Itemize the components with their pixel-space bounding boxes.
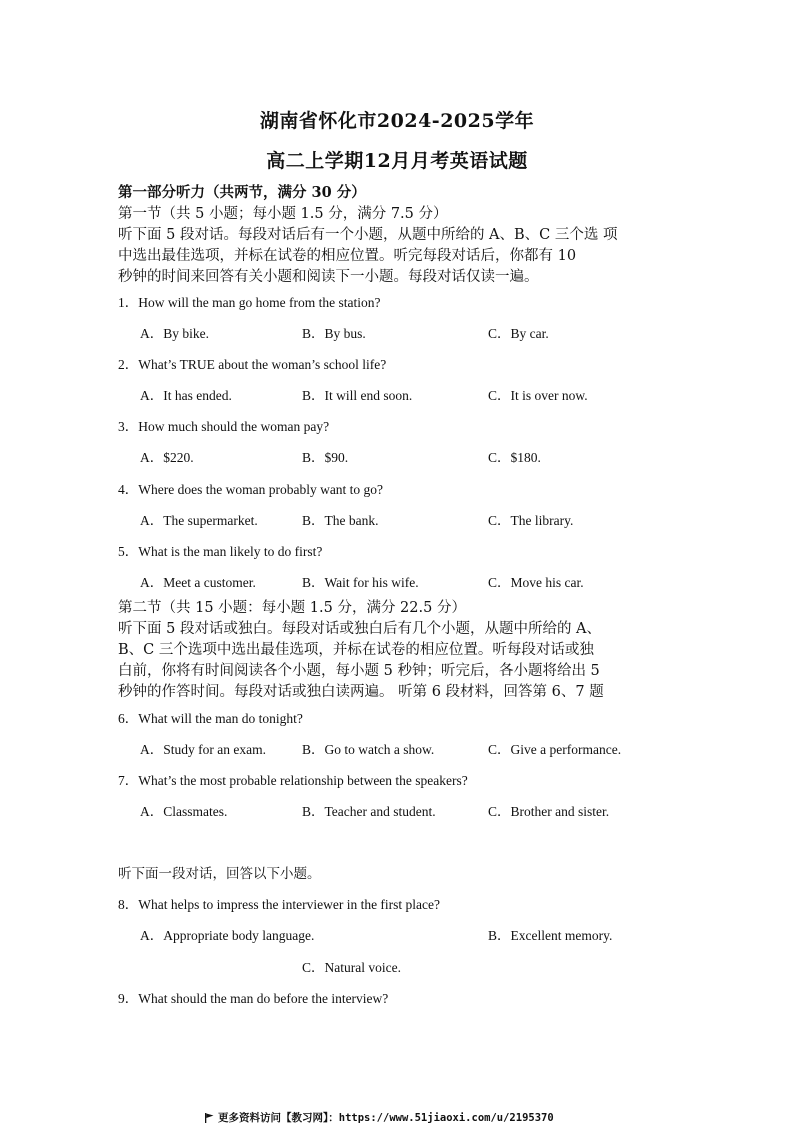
option-c: C．Give a performance. [488, 742, 622, 757]
section2-instruction-line: 白前，你将有时间阅读各个小题，每小题 5 秒钟；听完后，各小题将给出 5 [118, 663, 600, 679]
question-text: What is the man likely to do first? [138, 544, 323, 559]
option-a: A．$220. [140, 450, 194, 465]
section2-heading: 第二节（共 15 小题：每小题 1.5 分，满分 22.5 分） [118, 600, 466, 616]
option-a: A．The supermarket. [140, 513, 258, 528]
option-b: B．By bus. [302, 326, 366, 341]
option-b: B．Teacher and student. [302, 804, 436, 819]
section2-instruction-line: 秒钟的作答时间。每段对话或独白读两遍。 听第 6 段材料，回答第 6、7 题 [118, 684, 604, 700]
question-1 [118, 291, 380, 311]
option-b: B．The bank. [302, 513, 379, 528]
option-c: C．$180. [488, 450, 541, 465]
section1-instruction-line: 听下面 5 段对话。每段对话后有一个小题，从题中所给的 A、B、C 三个选 项 [118, 227, 618, 243]
question-8 [118, 893, 440, 913]
question-text: How much should the woman pay? [138, 419, 330, 434]
question-number: 6． [118, 711, 139, 726]
option-c: C．It is over now. [488, 388, 588, 403]
question-2 [118, 353, 386, 373]
question-number: 9． [118, 991, 139, 1006]
option-b: B．Excellent memory. [488, 928, 613, 943]
section2-instruction-line: B、C 三个选项中选出最佳选项，并标在试卷的相应位置。听每段对话或独 [118, 642, 594, 658]
footer-link[interactable] [205, 1110, 554, 1125]
footer-text: 更多资料访问【教习网】：https://www.51jiaoxi.com/u/2195370 [218, 1112, 554, 1124]
question-text: What’s TRUE about the woman’s school life? [138, 357, 387, 372]
question-text: What will the man do tonight? [138, 711, 303, 726]
question-number: 5． [118, 544, 139, 559]
section1-instruction-line: 秒钟的时间来回答有关小题和阅读下一小题。每段对话仅读一遍。 [118, 269, 539, 285]
option-c: C．Brother and sister. [488, 804, 610, 819]
option-a: A．Study for an exam. [140, 742, 266, 757]
option-c: C．Move his car. [488, 575, 584, 590]
question-4 [118, 478, 383, 498]
option-a: A．Appropriate body language. [140, 928, 315, 943]
question-text: What should the man do before the interview? [138, 991, 389, 1006]
section1-heading: 第一节（共 5 小题；每小题 1.5 分，满分 7.5 分） [118, 206, 448, 222]
question-text: How will the man go home from the station? [138, 295, 381, 310]
page-title: 湖南省怀化市2024-2025学年 [259, 110, 535, 132]
question-3 [118, 415, 329, 435]
option-b: B．Wait for his wife. [302, 575, 419, 590]
question-9 [118, 987, 388, 1007]
page-subtitle: 高二上学期12月月考英语试题 [266, 150, 528, 172]
option-c: C．Natural voice. [302, 960, 401, 975]
question-7 [118, 769, 468, 789]
question-number: 7． [118, 773, 139, 788]
part-heading: 第一部分听力（共两节，满分 30 分） [118, 184, 366, 201]
option-b: B．$90. [302, 450, 349, 465]
question-text: What’s the most probable relationship between the speakers? [138, 773, 468, 788]
question-text: What helps to impress the interviewer in the first place? [138, 897, 441, 912]
flag-icon [205, 1113, 214, 1123]
section1-instruction-line: 中选出最佳选项，并标在试卷的相应位置。听完每段对话后，你都有 10 [118, 248, 577, 264]
question-number: 1． [118, 295, 139, 310]
section2-instruction-line: 听下面 5 段对话或独白。每段对话或独白后有几个小题，从题中所给的 A、 [118, 621, 602, 637]
question-5 [118, 540, 322, 560]
option-a: A．Meet a customer. [140, 575, 256, 590]
listening-note: 听下面一段对话，回答以下小题。 [118, 866, 321, 881]
option-c: C．By car. [488, 326, 549, 341]
question-6 [118, 707, 303, 727]
question-text: Where does the woman probably want to go? [138, 482, 384, 497]
question-number: 3． [118, 419, 139, 434]
question-number: 2． [118, 357, 139, 372]
option-c: C．The library. [488, 513, 574, 528]
question-number: 8． [118, 897, 139, 912]
option-a: A．It has ended. [140, 388, 232, 403]
option-a: A．By bike. [140, 326, 209, 341]
option-b: B．Go to watch a show. [302, 742, 435, 757]
option-b: B．It will end soon. [302, 388, 413, 403]
question-number: 4． [118, 482, 139, 497]
option-a: A．Classmates. [140, 804, 228, 819]
